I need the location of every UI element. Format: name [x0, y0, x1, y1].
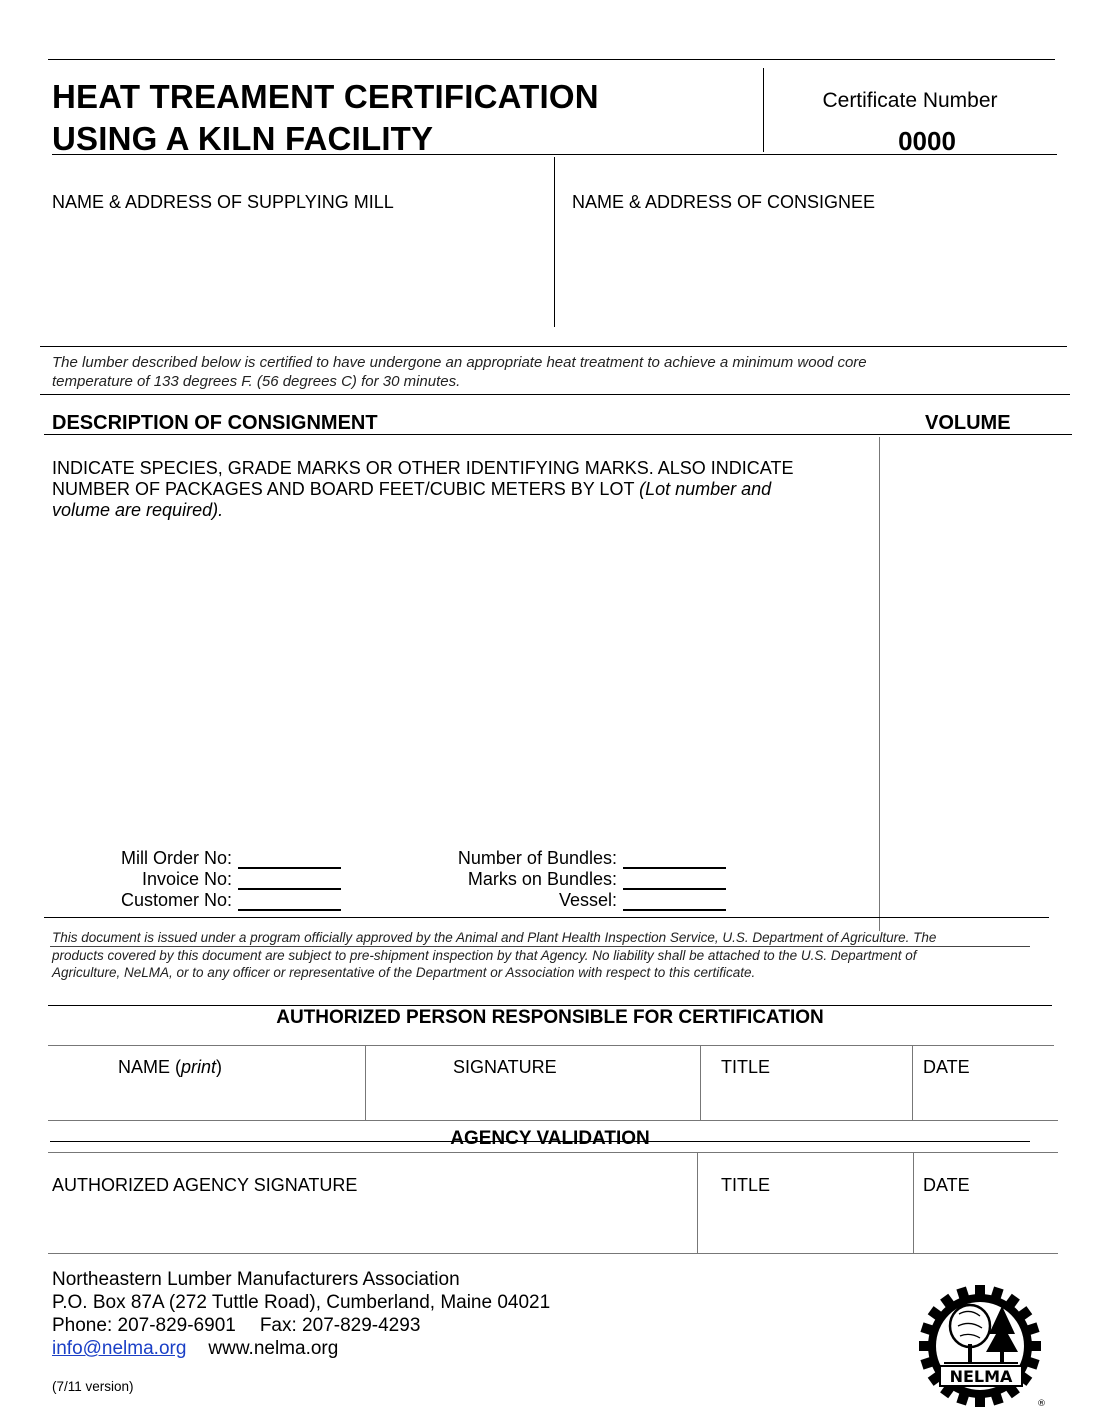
authorized-divider-1 [365, 1046, 366, 1120]
authorized-divider-3 [912, 1046, 913, 1120]
number-of-bundles-label: Number of Bundles: [457, 848, 617, 868]
agency-divider-2 [913, 1153, 914, 1253]
agency-signature-label[interactable]: AUTHORIZED AGENCY SIGNATURE [52, 1175, 358, 1195]
name-print-hint: print [181, 1057, 217, 1077]
authorized-header-rule [48, 1045, 1054, 1046]
consignee-label: NAME & ADDRESS OF CONSIGNEE [572, 192, 876, 212]
disclaimer-line3: Agriculture, NeLMA, or to any officer or representative of the Department or Association with respect to this certificate. [52, 965, 756, 980]
customer-input[interactable] [238, 891, 341, 911]
mill-order-label: Mill Order No: [120, 848, 232, 868]
supplying-mill-field[interactable] [52, 220, 547, 320]
certification-statement-line2: temperature of 133 degrees F. (56 degrees C) for 30 minutes. [52, 373, 461, 390]
header-underline [52, 154, 1057, 155]
certificate-number-value[interactable]: 0000 [898, 126, 956, 156]
logo-text: NELMA [949, 1367, 1013, 1386]
consignment-header-rule [44, 434, 1072, 435]
footer-phone: Phone: 207-829-6901 [52, 1315, 236, 1336]
volume-field[interactable] [884, 440, 1069, 910]
statement-bottom-rule [40, 394, 1070, 395]
customer-label: Customer No: [120, 890, 232, 910]
email-link[interactable]: info@nelma.org [52, 1338, 187, 1359]
certification-statement-line1: The lumber described below is certified to have undergone an appropriate heat treatment to achieve a minimum wood core [52, 354, 867, 371]
address-divider [554, 157, 555, 327]
certificate-number-label: Certificate Number [822, 89, 998, 112]
name-label-text: NAME [118, 1057, 176, 1077]
authorized-heading: AUTHORIZED PERSON RESPONSIBLE FOR CERTIFICATION [276, 1007, 824, 1028]
gear-tree-logo-icon [914, 1284, 1049, 1409]
agency-divider-1 [697, 1153, 698, 1253]
invoice-label: Invoice No: [141, 869, 232, 889]
agency-date-label[interactable]: DATE [923, 1175, 970, 1195]
authorized-title-label[interactable]: TITLE [721, 1057, 771, 1077]
disclaimer-rule [50, 946, 1030, 947]
page-title-line2: USING A KILN FACILITY [52, 120, 434, 157]
top-rule [48, 59, 1055, 60]
authorized-divider-2 [700, 1046, 701, 1120]
vessel-field [420, 890, 726, 911]
instructions-line3 [52, 500, 852, 521]
instructions-line2-italic: (Lot number and [639, 479, 772, 499]
authorized-signature-label[interactable]: SIGNATURE [453, 1057, 557, 1077]
volume-heading: VOLUME [925, 412, 1011, 434]
nelma-logo [914, 1284, 1049, 1409]
version-note: (7/11 version) [52, 1379, 134, 1394]
consignment-heading: DESCRIPTION OF CONSIGNMENT [52, 412, 378, 434]
authorized-name-label[interactable]: NAME (print) [118, 1057, 223, 1077]
marks-on-bundles-input[interactable] [623, 870, 726, 890]
footer-links [52, 1337, 338, 1360]
instructions-line1: INDICATE SPECIES, GRADE MARKS OR OTHER IDENTIFYING MARKS. ALSO INDICATE [52, 458, 794, 478]
consignee-field[interactable] [572, 220, 1052, 320]
marks-on-bundles-field [420, 869, 726, 890]
footer-address: P.O. Box 87A (272 Tuttle Road), Cumberland, Maine 04021 [52, 1292, 551, 1313]
disclaimer [52, 929, 1052, 982]
vessel-input[interactable] [623, 891, 726, 911]
instructions-line2 [52, 479, 852, 500]
agency-heading: AGENCY VALIDATION [450, 1128, 650, 1149]
registered-mark: ® [1037, 1399, 1046, 1409]
footer-fax: Fax: 207-829-4293 [259, 1315, 421, 1336]
invoice-field [80, 869, 341, 890]
marks-on-bundles-label: Marks on Bundles: [467, 869, 617, 889]
instructions-line3-italic: volume are required). [52, 500, 224, 520]
page-title-line1: HEAT TREAMENT CERTIFICATION [52, 78, 599, 115]
agency-title-label[interactable]: TITLE [721, 1175, 771, 1195]
number-of-bundles-field [420, 848, 726, 869]
authorized-date-label[interactable]: DATE [923, 1057, 970, 1077]
instructions-line2-text: NUMBER OF PACKAGES AND BOARD FEET/CUBIC METERS BY LOT [52, 479, 640, 499]
vessel-label: Vessel: [558, 890, 617, 910]
statement-top-rule [40, 346, 1067, 347]
consignment-instructions [52, 458, 852, 521]
disclaimer-line1: This document is issued under a program officially approved by the Animal and Plant Health Inspection Service, U.S. Department of Agriculture. The [52, 930, 937, 945]
authorized-bottom-rule [48, 1120, 1058, 1121]
agency-bottom-rule [48, 1253, 1058, 1254]
agency-header-rule [48, 1152, 1058, 1153]
consignment-description-field[interactable] [52, 530, 872, 840]
footer-contact [52, 1314, 420, 1337]
invoice-input[interactable] [238, 870, 341, 890]
volume-column-divider [879, 437, 880, 931]
supplying-mill-label: NAME & ADDRESS OF SUPPLYING MILL [52, 192, 394, 212]
agency-strike-rule [50, 1141, 1030, 1142]
number-of-bundles-input[interactable] [623, 849, 726, 869]
website-text: www.nelma.org [208, 1338, 339, 1359]
mill-order-input[interactable] [238, 849, 341, 869]
consignment-bottom-rule [44, 917, 1049, 918]
customer-field [80, 890, 341, 911]
mill-order-field [80, 848, 341, 869]
authorized-top-rule [48, 1005, 1052, 1006]
disclaimer-line2: products covered by this document are subject to pre-shipment inspection by that Agency. No liability shall be attached to the U.S. Department of [52, 947, 917, 963]
footer-org-name: Northeastern Lumber Manufacturers Association [52, 1269, 460, 1290]
